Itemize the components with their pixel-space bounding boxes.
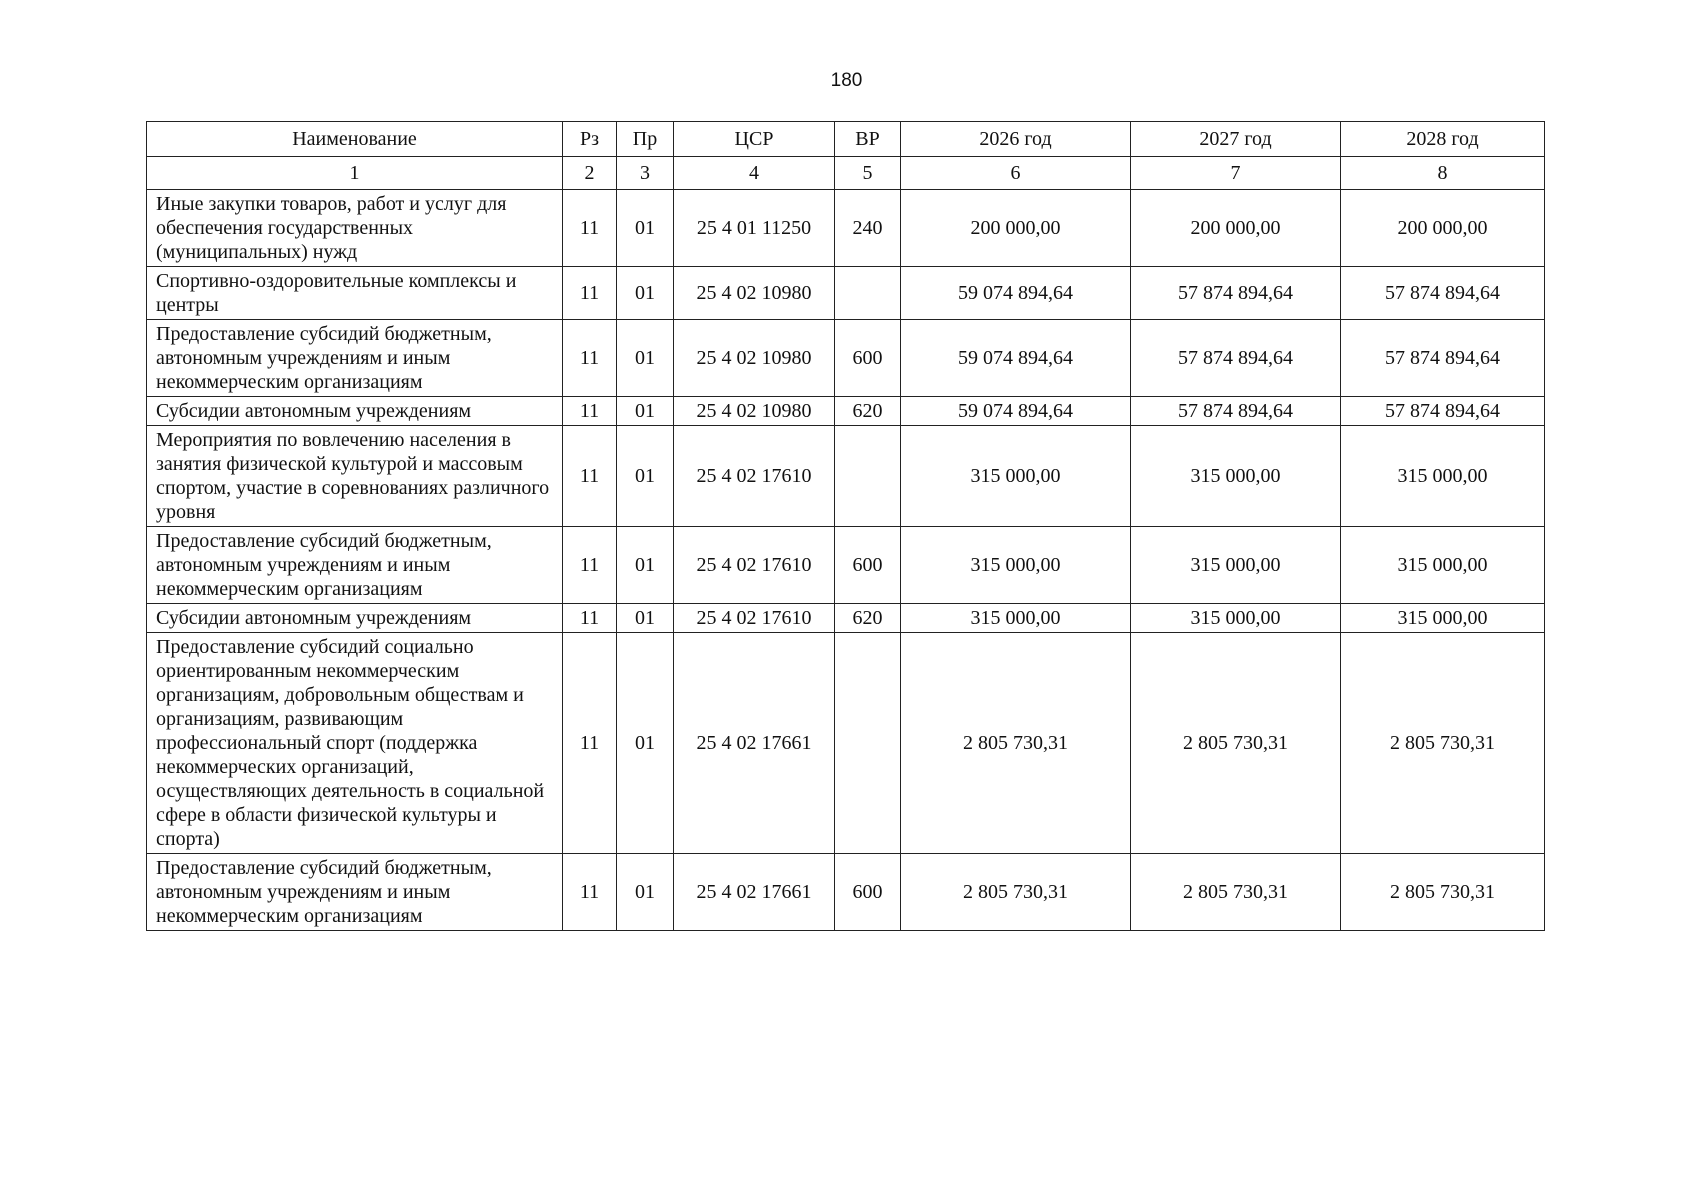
row-pr: 01 [617, 633, 674, 854]
column-number: 2 [563, 157, 617, 190]
row-2027: 2 805 730,31 [1131, 854, 1341, 931]
row-rz: 11 [563, 190, 617, 267]
table-row [147, 426, 1545, 527]
row-pr: 01 [617, 604, 674, 633]
row-name: Предоставление субсидий бюджетным, автономным учреждениям и иным некоммерческим организациям [147, 854, 563, 931]
row-rz: 11 [563, 267, 617, 320]
row-2027: 315 000,00 [1131, 527, 1341, 604]
row-csr: 25 4 02 17610 [674, 604, 835, 633]
row-name: Предоставление субсидий социально ориентированным некоммерческим организациям, добровольным обществам и организациям, развивающим профессиональный спорт (поддержка некоммерческих организаций, осуществляющих деятельность в социальной сфере в области физической культуры и спорта) [147, 633, 563, 854]
row-2028: 57 874 894,64 [1341, 397, 1545, 426]
row-2026: 315 000,00 [901, 426, 1131, 527]
row-2026: 59 074 894,64 [901, 397, 1131, 426]
row-vr: 600 [835, 854, 901, 931]
row-csr: 25 4 02 17661 [674, 633, 835, 854]
row-pr: 01 [617, 320, 674, 397]
row-2028: 315 000,00 [1341, 604, 1545, 633]
row-vr: 620 [835, 397, 901, 426]
row-csr: 25 4 02 10980 [674, 267, 835, 320]
row-rz: 11 [563, 633, 617, 854]
table-row [147, 190, 1545, 267]
row-2026: 59 074 894,64 [901, 267, 1131, 320]
row-2026: 2 805 730,31 [901, 854, 1131, 931]
header-vr: ВР [835, 122, 901, 157]
table-row [147, 527, 1545, 604]
row-2027: 200 000,00 [1131, 190, 1341, 267]
row-2026: 315 000,00 [901, 604, 1131, 633]
row-rz: 11 [563, 426, 617, 527]
row-2028: 200 000,00 [1341, 190, 1545, 267]
row-name: Иные закупки товаров, работ и услуг для обеспечения государственных (муниципальных) нужд [147, 190, 563, 267]
row-vr: 240 [835, 190, 901, 267]
table-row [147, 633, 1545, 854]
row-pr: 01 [617, 426, 674, 527]
row-2026: 2 805 730,31 [901, 633, 1131, 854]
row-name: Спортивно-оздоровительные комплексы и центры [147, 267, 563, 320]
column-number: 1 [147, 157, 563, 190]
row-2027: 57 874 894,64 [1131, 267, 1341, 320]
page-number: 180 [830, 70, 863, 91]
table-row [147, 397, 1545, 426]
row-vr [835, 426, 901, 527]
row-pr: 01 [617, 854, 674, 931]
header-rz: Рз [563, 122, 617, 157]
header-row [147, 122, 1545, 157]
row-2028: 315 000,00 [1341, 426, 1545, 527]
row-name: Предоставление субсидий бюджетным, автономным учреждениям и иным некоммерческим организациям [147, 320, 563, 397]
header-2026: 2026 год [901, 122, 1131, 157]
row-2028: 2 805 730,31 [1341, 854, 1545, 931]
table-row [147, 320, 1545, 397]
column-number-row [147, 157, 1545, 190]
column-number: 5 [835, 157, 901, 190]
row-vr [835, 267, 901, 320]
row-vr: 620 [835, 604, 901, 633]
row-csr: 25 4 02 10980 [674, 320, 835, 397]
row-2026: 59 074 894,64 [901, 320, 1131, 397]
column-number: 3 [617, 157, 674, 190]
row-vr: 600 [835, 527, 901, 604]
row-vr [835, 633, 901, 854]
row-2026: 200 000,00 [901, 190, 1131, 267]
table-row [147, 604, 1545, 633]
row-csr: 25 4 01 11250 [674, 190, 835, 267]
column-number: 7 [1131, 157, 1341, 190]
row-2028: 315 000,00 [1341, 527, 1545, 604]
row-name: Субсидии автономным учреждениям [147, 604, 563, 633]
row-rz: 11 [563, 854, 617, 931]
row-2028: 57 874 894,64 [1341, 320, 1545, 397]
row-2027: 57 874 894,64 [1131, 320, 1341, 397]
header-2028: 2028 год [1341, 122, 1545, 157]
table-row [147, 267, 1545, 320]
column-number: 8 [1341, 157, 1545, 190]
header-2027: 2027 год [1131, 122, 1341, 157]
row-rz: 11 [563, 320, 617, 397]
row-2027: 315 000,00 [1131, 426, 1341, 527]
header-csr: ЦСР [674, 122, 835, 157]
row-2027: 2 805 730,31 [1131, 633, 1341, 854]
row-name: Мероприятия по вовлечению населения в занятия физической культурой и массовым спортом, участие в соревнованиях различного уровня [147, 426, 563, 527]
row-pr: 01 [617, 190, 674, 267]
row-csr: 25 4 02 17610 [674, 426, 835, 527]
row-csr: 25 4 02 17610 [674, 527, 835, 604]
row-rz: 11 [563, 604, 617, 633]
row-rz: 11 [563, 397, 617, 426]
row-vr: 600 [835, 320, 901, 397]
row-2028: 57 874 894,64 [1341, 267, 1545, 320]
column-number: 4 [674, 157, 835, 190]
header-pr: Пр [617, 122, 674, 157]
column-number: 6 [901, 157, 1131, 190]
header-name: Наименование [147, 122, 563, 157]
row-pr: 01 [617, 527, 674, 604]
row-csr: 25 4 02 10980 [674, 397, 835, 426]
table-row [147, 854, 1545, 931]
row-2028: 2 805 730,31 [1341, 633, 1545, 854]
row-pr: 01 [617, 397, 674, 426]
row-2026: 315 000,00 [901, 527, 1131, 604]
row-csr: 25 4 02 17661 [674, 854, 835, 931]
row-name: Предоставление субсидий бюджетным, автономным учреждениям и иным некоммерческим организациям [147, 527, 563, 604]
row-rz: 11 [563, 527, 617, 604]
budget-table [146, 121, 1545, 931]
row-2027: 57 874 894,64 [1131, 397, 1341, 426]
row-pr: 01 [617, 267, 674, 320]
row-2027: 315 000,00 [1131, 604, 1341, 633]
row-name: Субсидии автономным учреждениям [147, 397, 563, 426]
